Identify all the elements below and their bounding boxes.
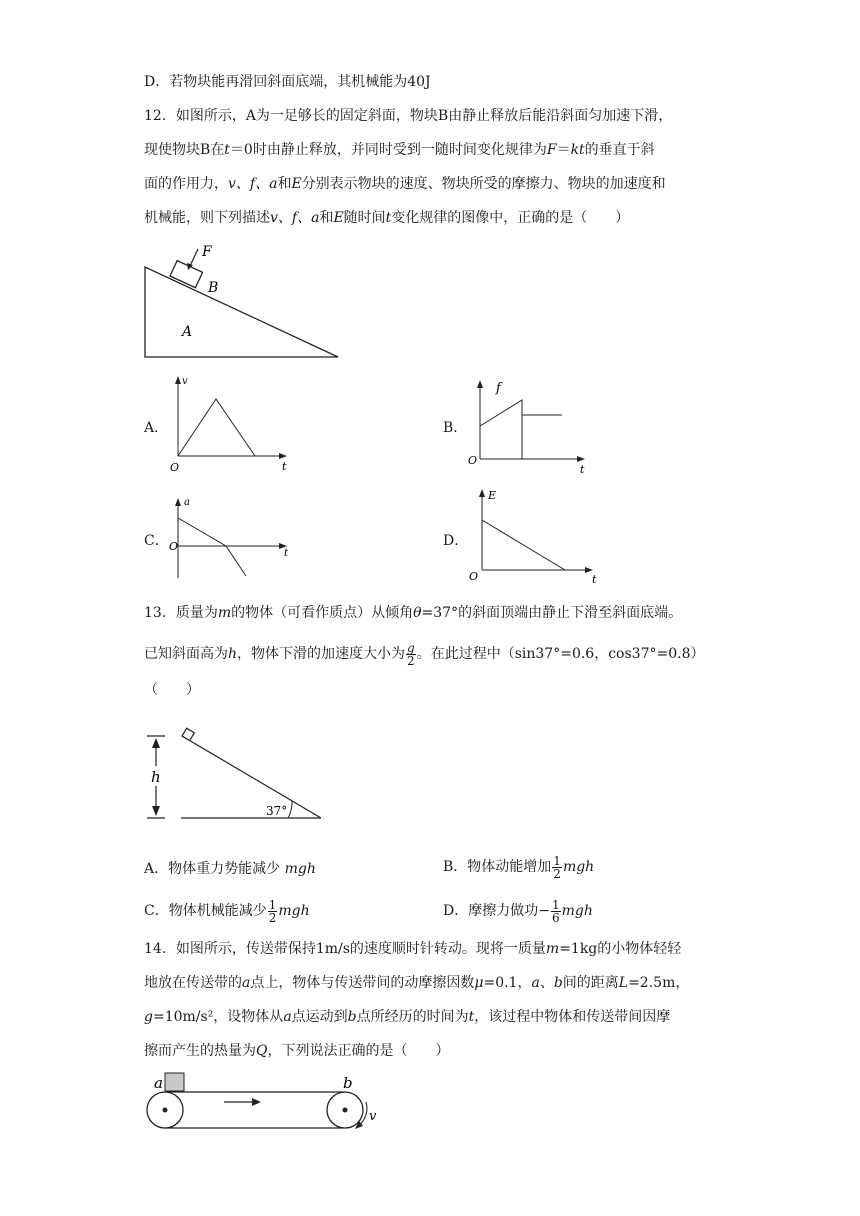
q12-line-2: 现使物块B在t＝0时由静止释放，并同时受到一随时间变化规律为F＝kt的垂直于斜: [144, 142, 655, 158]
q13-line-3: （ ）: [144, 682, 200, 698]
height-arrowhead-down: [152, 806, 160, 816]
label-b: B: [208, 280, 219, 296]
label-a: A: [182, 324, 193, 340]
q14-line-3: g=10m/s²，设物体从a点运动到b点所经历的时间为t，该过程中物体和传送带间因摩: [144, 1009, 671, 1025]
f-t-rising: [480, 400, 522, 459]
y-axis-arrow: [477, 380, 483, 388]
x-axis-arrow: [577, 456, 585, 462]
label-b: b: [343, 1074, 353, 1092]
belt-direction-arrowhead: [252, 1098, 261, 1106]
object-block: [165, 1073, 184, 1091]
q12-option-a-label: A．: [144, 420, 169, 436]
slope-line: [182, 736, 321, 818]
block: [182, 728, 194, 740]
label-h: h: [151, 768, 161, 786]
q12-option-b-graph: [466, 372, 596, 476]
x-label: t: [592, 573, 597, 584]
q13-line-2: 已知斜面高为h，物体下滑的加速度大小为 $\frac{g}{2}$ 。在此过程中（sin37°=0.6，cos37°=0.8）: [144, 640, 705, 668]
y-axis-arrow: [175, 498, 181, 506]
angle-label: 37°: [266, 804, 288, 818]
y-axis-arrow: [175, 376, 181, 384]
q14-line-1: 14．如图所示，传送带保持1m/s的速度顺时针转动。现将一质量m=1kg的小物体轻轻: [144, 941, 682, 957]
q12-incline-figure: [140, 240, 345, 362]
y-label: a: [184, 497, 190, 508]
q12-line-4: 机械能，则下列描述v、f、a和E随时间t变化规律的图像中，正确的是（ ）: [144, 210, 630, 226]
origin-label: O: [469, 570, 479, 583]
y-axis-arrow: [479, 489, 485, 497]
force-f-arrow: [190, 249, 198, 266]
q12-option-a-graph: [166, 370, 296, 474]
origin-label: O: [170, 461, 180, 474]
frac-g-over-2: $\frac{g}{2}$: [407, 640, 415, 668]
y-label: f: [496, 381, 501, 396]
origin-label: O: [468, 454, 478, 467]
q13-line-1: 13．质量为m的物体（可看作质点）从倾角θ=37°的斜面顶端由静止下滑至斜面底端。: [144, 605, 683, 621]
q12-option-c-graph: [166, 492, 296, 582]
x-label: t: [284, 548, 289, 559]
x-label: t: [282, 460, 287, 473]
q12-option-b-label: B．: [443, 420, 468, 436]
x-axis-arrow: [279, 453, 287, 459]
v-t-curve: [178, 399, 255, 456]
q14-line-4: 擦而产生的热量为Q，下列说法正确的是（ ）: [144, 1043, 450, 1059]
y-label: v: [182, 376, 188, 387]
q12-option-c-label: C．: [144, 533, 169, 549]
q12-line-1: 12．如图所示，A为一足够长的固定斜面，物块B由静止释放后能沿斜面匀加速下滑，: [144, 108, 673, 124]
q13-incline-figure: [140, 722, 330, 826]
y-label: E: [488, 489, 497, 502]
label-f: F: [202, 244, 212, 260]
x-label: t: [580, 463, 585, 476]
label-v: v: [369, 1109, 377, 1124]
q12-option-d-label: D．: [443, 533, 469, 549]
q13-option-a: A．物体重力势能减少 mgh: [144, 861, 316, 877]
left-pulley-axle: [163, 1108, 168, 1113]
label-a: a: [154, 1074, 163, 1092]
q11-option-d: D．若物块能再滑回斜面底端，其机械能为40J: [144, 74, 431, 90]
block-b: [170, 261, 203, 288]
e-t-curve: [482, 520, 565, 570]
q13-option-c: C．物体机械能减少 $\frac{1}{2}$ mgh: [144, 897, 310, 925]
q14-conveyor-figure: [140, 1068, 390, 1140]
incline-a-shape: [145, 267, 338, 357]
q14-line-2: 地放在传送带的a点上，物体与传送带间的动摩擦因数μ=0.1，a、b间的距离L=2.5m，: [144, 975, 690, 991]
right-pulley-axle: [343, 1108, 348, 1113]
q12-option-d-graph: [466, 484, 604, 584]
height-arrowhead-up: [152, 738, 160, 748]
a-t-curve: [178, 518, 246, 576]
q13-option-b: B．物体动能增加 $\frac{1}{2}$ mgh: [443, 853, 595, 881]
q13-option-d: D．摩擦力做功− $\frac{1}{6}$ mgh: [443, 897, 593, 925]
q12-line-3: 面的作用力，v、f、a和E分别表示物块的速度、物块所受的摩擦力、物块的加速度和: [144, 176, 666, 192]
angle-arc: [288, 801, 292, 818]
origin-label: O: [169, 540, 179, 553]
